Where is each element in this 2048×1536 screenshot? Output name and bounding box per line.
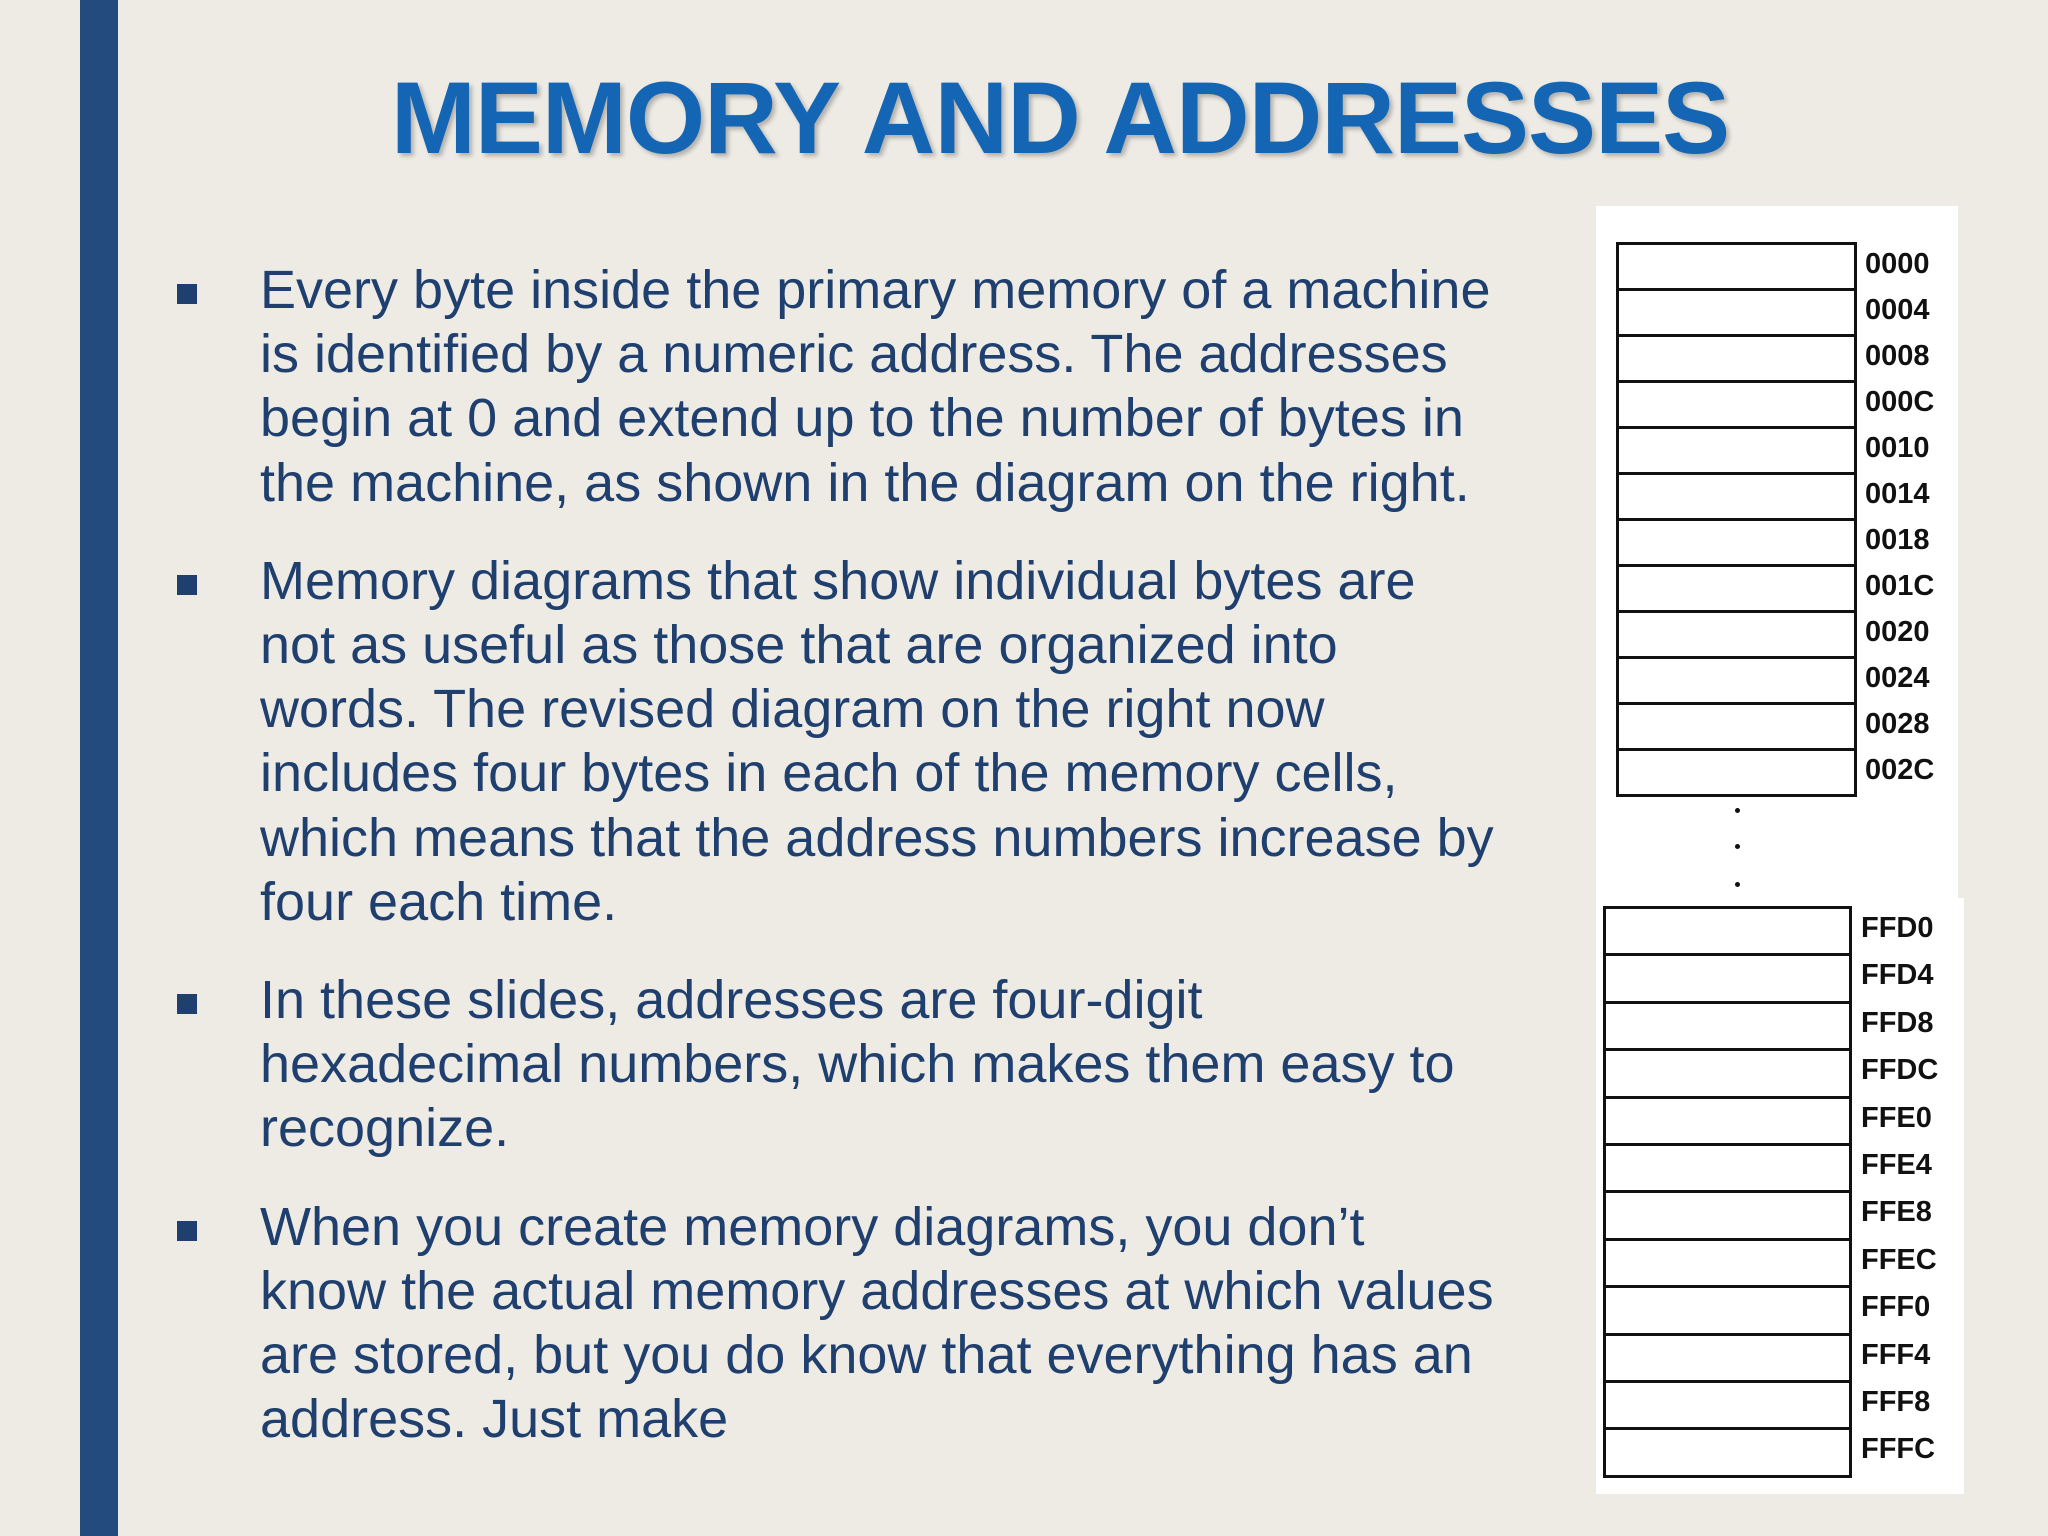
memory-cell [1616,656,1857,705]
bullet-item [170,258,1500,515]
memory-address-label: FFE4 [1861,1149,1932,1181]
memory-address-label: FFDC [1861,1054,1939,1087]
memory-cell [1603,1427,1852,1477]
bullet-text: In these slides, addresses are four-digit hexadecimal numbers, which makes them easy to recognize. [260,970,1455,1159]
memory-address-label: FFE0 [1861,1101,1932,1134]
memory-cell [1616,748,1857,797]
memory-address-label: FFE8 [1861,1196,1932,1229]
memory-cell [1616,288,1857,337]
memory-address-label: FFFC [1861,1433,1936,1466]
memory-cell [1603,1001,1852,1051]
memory-address-label: FFF0 [1861,1291,1931,1324]
memory-address-label: 0010 [1865,432,1930,464]
memory-diagram-bottom [1596,898,1964,1494]
bullet-item [170,968,1500,1161]
memory-cell [1603,1048,1852,1098]
memory-address-label: FFD0 [1861,912,1934,944]
square-bullet-icon [177,284,197,304]
memory-address-label: 000C [1865,386,1935,418]
memory-cell [1616,702,1857,751]
memory-address-label: FFD8 [1861,1006,1934,1039]
bullet-text: Every byte inside the primary memory of a machine is identified by a numeric address. The addresses begin at 0 and extend up to the number of bytes in the machine, as shown in the diagram on the right. [260,260,1491,513]
square-bullet-icon [177,575,197,595]
memory-address-label: FFF4 [1861,1338,1931,1371]
memory-cell [1603,1285,1852,1335]
ellipsis-dot [1735,808,1740,813]
memory-address-label: 0000 [1865,248,1930,280]
memory-cell [1616,472,1857,521]
memory-cell [1603,1143,1852,1193]
bullet-list [170,258,1500,1485]
square-bullet-icon [177,994,197,1014]
memory-cell [1603,906,1852,956]
memory-cell [1616,518,1857,567]
memory-address-label: 001C [1865,570,1935,602]
bullet-item [170,549,1500,934]
ellipsis-dot [1735,882,1740,887]
bullet-item [170,1195,1500,1452]
memory-diagram-top [1596,206,1958,906]
memory-address-label: 0008 [1865,340,1930,372]
memory-cell [1603,953,1852,1003]
bullet-text: Memory diagrams that show individual bytes are not as useful as those that are organized into words. The revised diagram on the right now includes four bytes in each of the memory cells, which means that the address numbers increase by four each time. [260,550,1494,932]
memory-cell [1603,1096,1852,1146]
square-bullet-icon [177,1221,197,1241]
left-accent-bar [80,0,118,1536]
ellipsis-dot [1735,844,1740,849]
memory-address-label: FFF8 [1861,1386,1931,1418]
memory-address-label: FFEC [1861,1243,1937,1276]
memory-address-label: 002C [1865,754,1935,786]
memory-cell [1616,334,1857,383]
memory-cell [1616,242,1857,291]
slide-title: MEMORY AND ADDRESSES [390,61,1730,175]
memory-cell [1603,1238,1852,1288]
memory-cell [1616,380,1857,429]
memory-cell [1616,564,1857,613]
memory-cell [1603,1190,1852,1240]
memory-address-label: FFD4 [1861,959,1934,992]
bullet-text: When you create memory diagrams, you don’t know the actual memory addresses at which values are stored, but you do know that everything has an address. Just make [260,1196,1494,1450]
memory-address-label: 0014 [1865,478,1930,510]
memory-address-label: 0024 [1865,662,1930,694]
memory-cell [1603,1380,1852,1430]
memory-address-label: 0028 [1865,708,1930,740]
memory-address-label: 0018 [1865,524,1930,556]
memory-cell [1616,610,1857,659]
memory-address-label: 0020 [1865,616,1930,648]
memory-address-label: 0004 [1865,294,1930,326]
memory-cell [1603,1333,1852,1383]
memory-cell [1616,426,1857,475]
